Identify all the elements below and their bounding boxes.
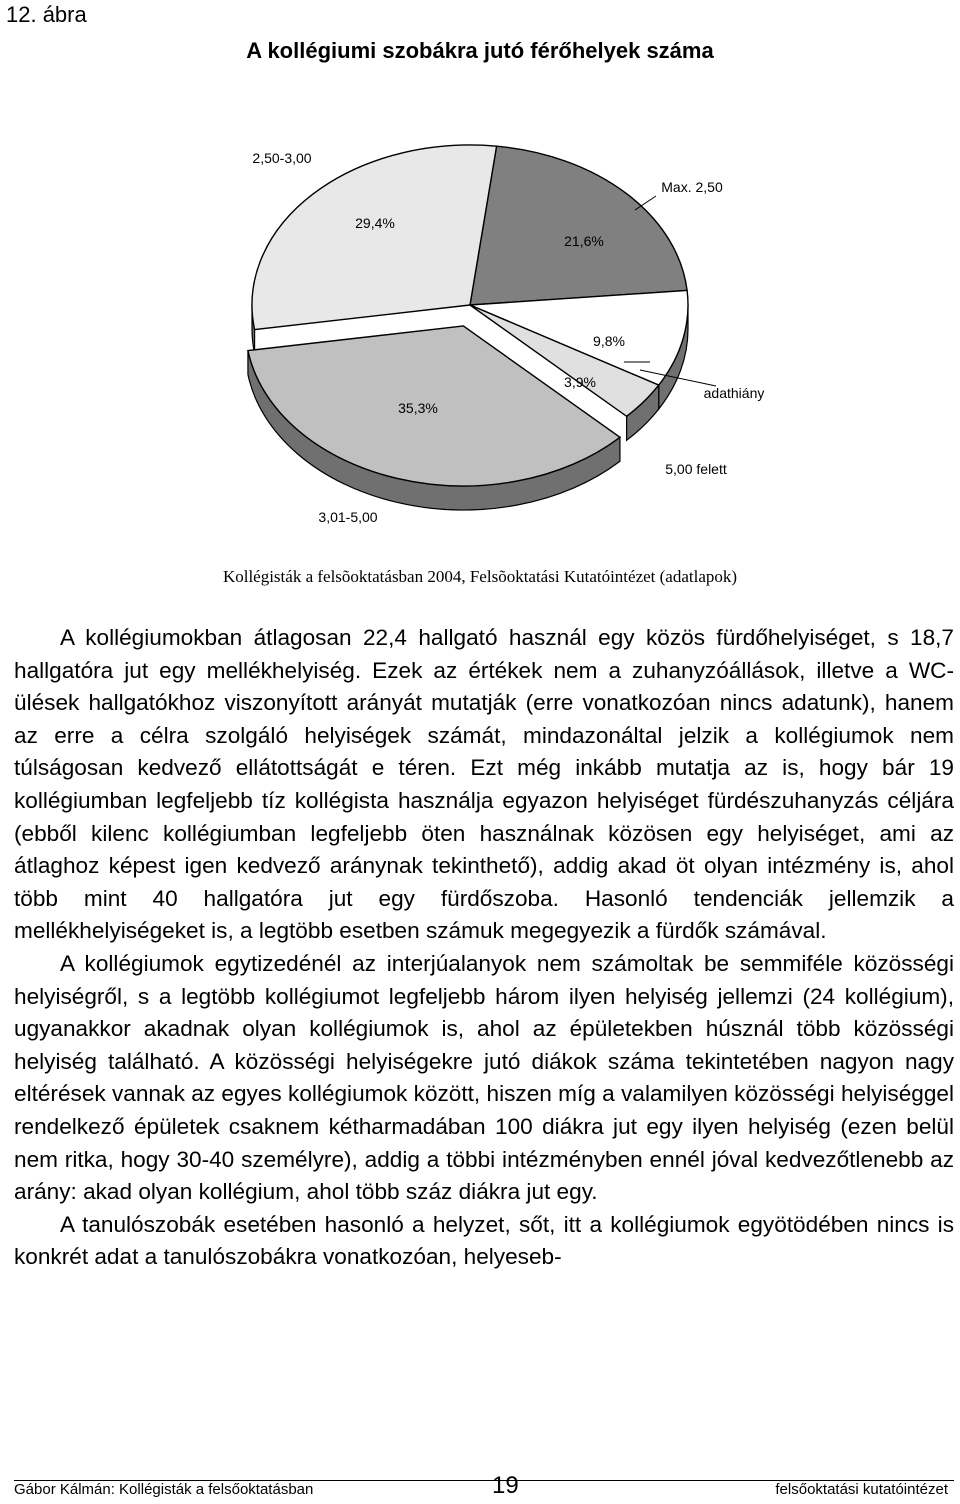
paragraph: A tanulószobák esetében hasonló a helyzet, sőt, itt a kollégiumok egyötödében nincs is konkrét adat a tanulószobákra vonatkozóan, helyeseb- xyxy=(14,1211,954,1270)
pie-slice-0 xyxy=(470,146,687,305)
pie-chart xyxy=(0,130,960,550)
footer-institute: felsőoktatási kutatóintézet xyxy=(775,1481,948,1498)
pie-category-label: Max. 2,50 xyxy=(661,179,723,195)
pie-category-label: 3,01-5,00 xyxy=(318,509,378,525)
pie-category-label: 5,00 felett xyxy=(665,461,727,477)
pie-category-label: adathiány xyxy=(703,385,765,401)
pie-value-label: 35,3% xyxy=(398,400,438,416)
pie-value-label: 21,6% xyxy=(564,233,604,249)
footer-author-title: Gábor Kálmán: Kollégisták a felsőoktatásban xyxy=(14,1481,314,1498)
figure-title: A kollégiumi szobákra jutó férőhelyek száma xyxy=(246,38,714,63)
pie-value-label: 9,8% xyxy=(593,333,625,349)
figure-label: 12. ábra xyxy=(6,2,87,27)
body-text xyxy=(14,622,954,1274)
paragraph: A kollégiumok egytizedénél az interjúalanyok nem számoltak be semmiféle közösségi helyiségről, s a legtöbb kollégiumot legfeljebb három ilyen helyiség jellemzi (24 kollégium), ugyanakkor akadnak olyan kollégiumok is, ahol az épületekben húsznál több közösségi helyiség található. A közösségi helyiségekre jutó diákok száma tekintetében nagyon nagy eltérések vannak az egyes kollégiumok között, hiszen míg a valamilyen közösségi helyiséggel rendelkező épületek csaknem kétharmadában 100 diákra jut egy ilyen helyiség (ezen belül nem ritka, hogy 30-40 személyre), addig a többi intézményben ennél jóval kedvezőtlenebb az arány: akad olyan kollégium, ahol több száz diákra jut egy. xyxy=(14,950,954,1205)
pie-category-label: 2,50-3,00 xyxy=(252,150,312,166)
pie-slice-4 xyxy=(252,145,497,330)
page-number: 19 xyxy=(492,1472,519,1499)
pie-value-label: 29,4% xyxy=(355,215,395,231)
paragraph: A kollégiumokban átlagosan 22,4 hallgató használ egy közös fürdőhelyiséget, s 18,7 hallgatóra jut egy mellékhelyiség. Ezek az értékek nem a zuhanyzóállások, illetve a WC-ülések hallgatókhoz viszonyított arányát mutatják (erre vonatkozóan nincs adatunk), hanem az erre a célra szolgáló helyiségek számát, mindazonáltal jelzik a kollégiumok nem túlságosan kedvező ellátottságát e téren. Ezt még inkább mutatja az is, hogy bár 19 kollégiumban legfeljebb tíz kollégista használja egyazon helyiséget fürdészuhanyzás céljára (ebből kilenc kollégiumban legfeljebb öten használnak közösen egy helyiséget, ami az átlaghoz képest igen kedvező aránynak tekinthető), addig akad öt olyan intézmény is, ahol több mint 40 hallgatóra jut egy fürdőszoba. Hasonló tendenciák jellemzik a mellékhelyiségeket is, a legtöbb esetben számuk megegyezik a fürdők számával. xyxy=(14,625,954,944)
pie-value-label: 3,9% xyxy=(564,374,596,390)
figure-source: Kollégisták a felsõoktatásban 2004, Felsõoktatási Kutatóintézet (adatlapok) xyxy=(222,567,738,586)
